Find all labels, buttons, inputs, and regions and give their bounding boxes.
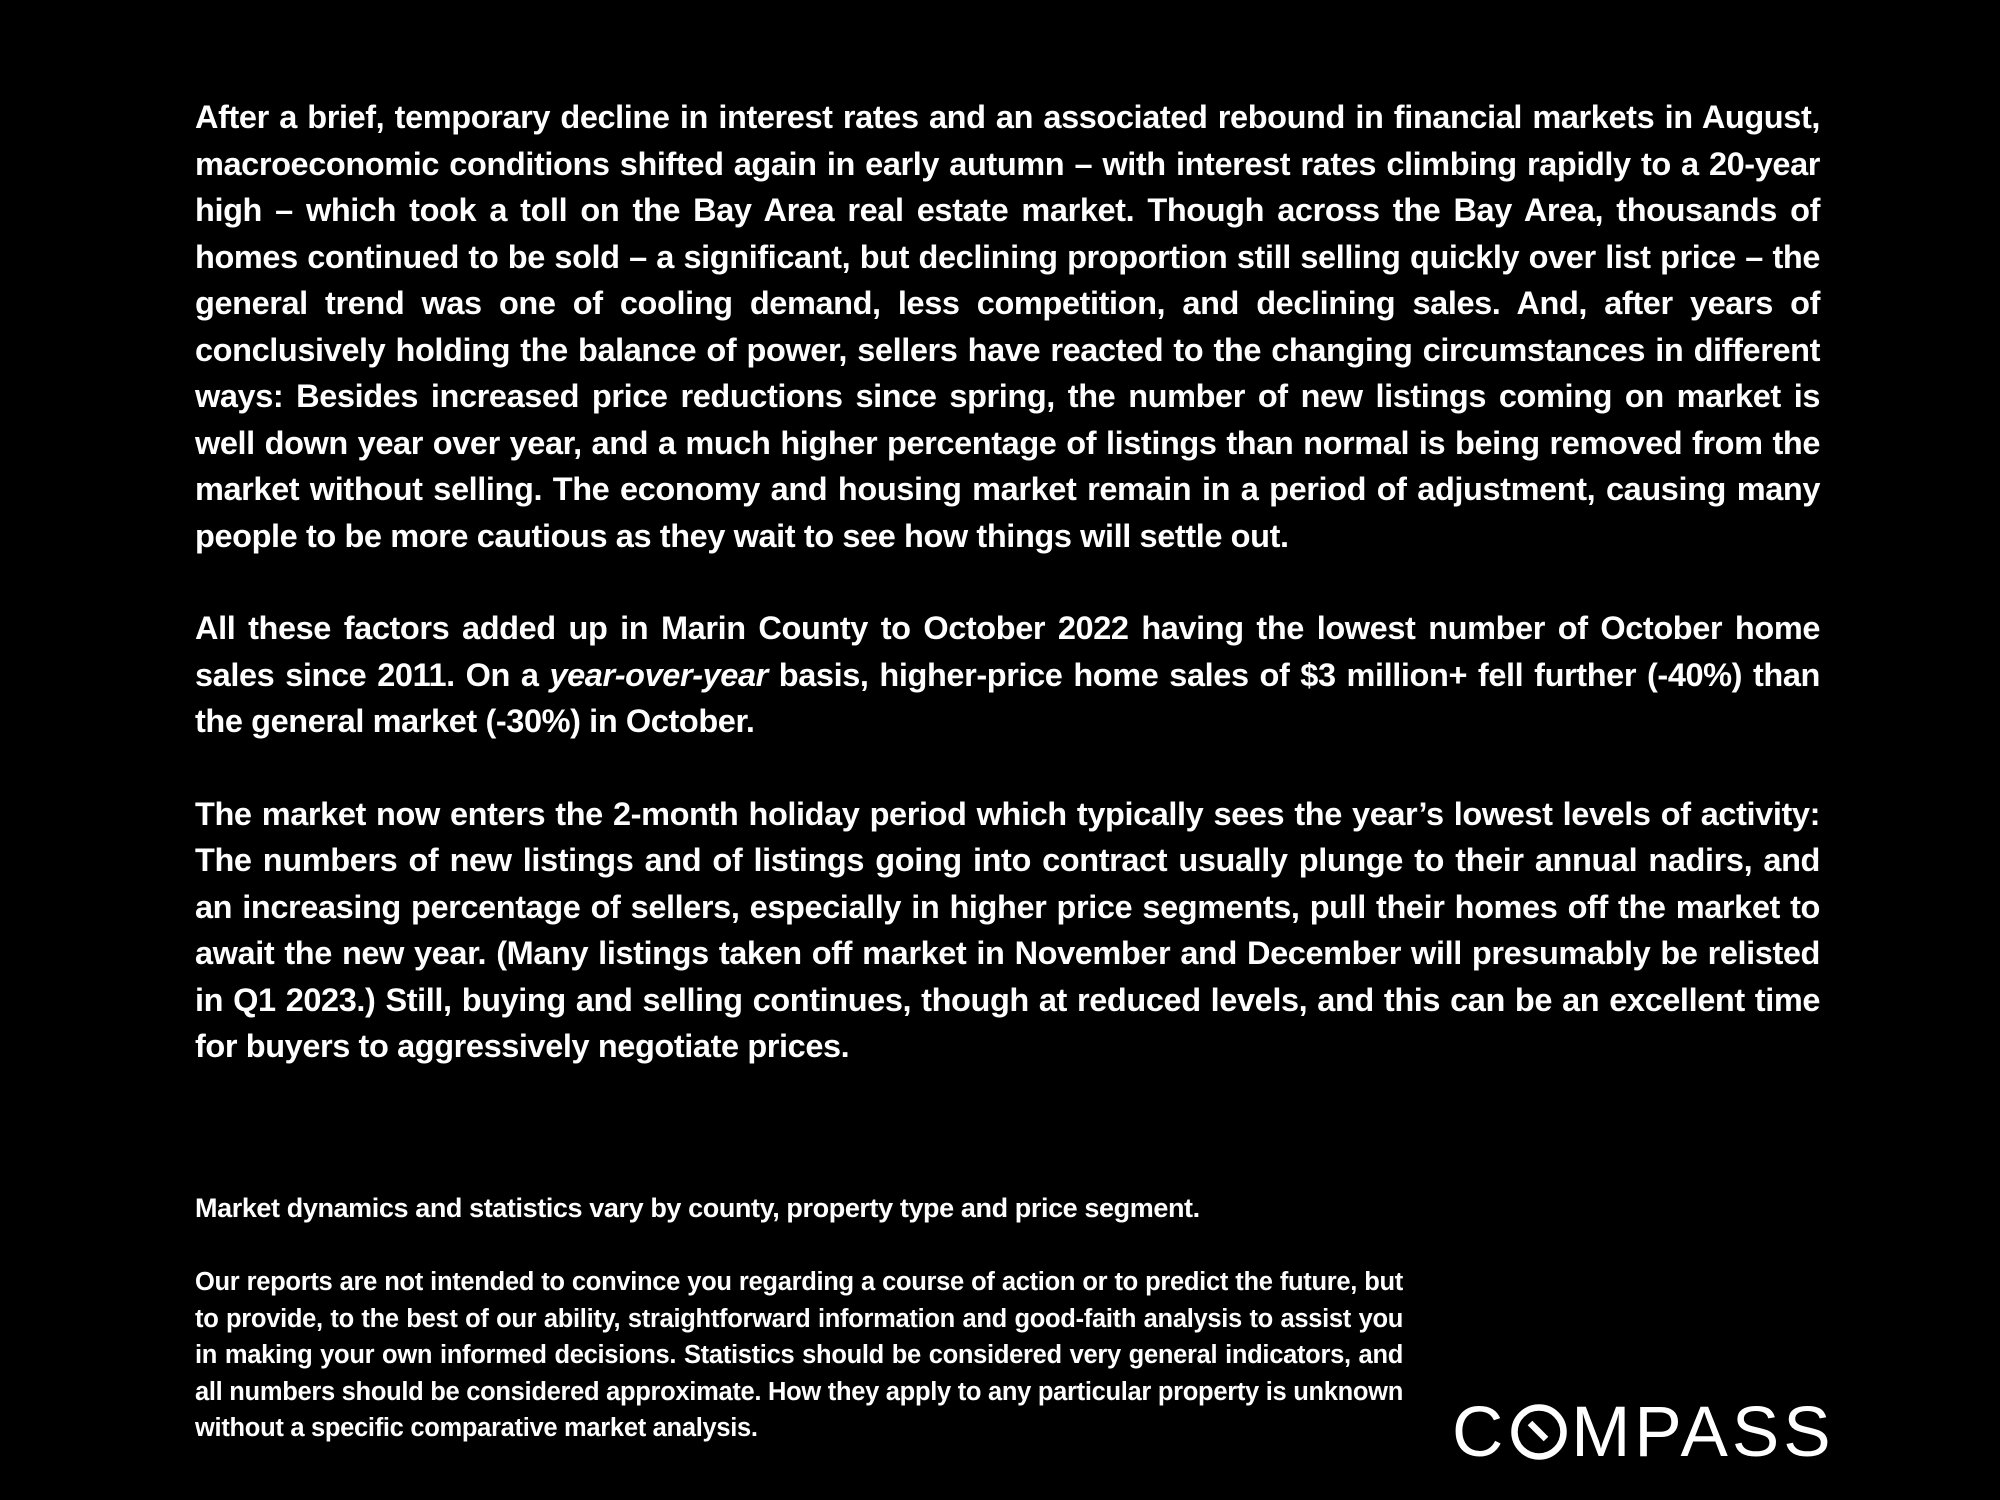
compass-o-icon	[1510, 1403, 1568, 1461]
paragraph-marin-sales-tail: basis, higher-price home sales of $3 million+ fell further (-40%) than the general market (-30%) in October.	[195, 656, 1820, 739]
paragraph-macro-conditions: After a brief, temporary decline in interest rates and an associated rebound in financial markets in August, macroeconomic conditions shifted again in early autumn – with interest rates climbing rapidly to a 20-year high – which took a toll on the Bay Area real estate market. Though across the Bay Area, thousands of homes continued to be sold – a significant, but declining proportion still selling quickly over list price – the general trend was one of cooling demand, less competition, and declining sales. And, after years of conclusively holding the balance of power, sellers have reacted to the changing circumstances in different ways: Besides increased price reductions since spring, the number of new listings coming on market is well down year over year, and a much higher percentage of listings than normal is being removed from the market without selling. The economy and housing market remain in a period of adjustment, causing many people to be more cautious as they wait to see how things will settle out.	[195, 99, 1820, 554]
paragraph-marin-sales-emphasis: year-over-year	[549, 656, 768, 693]
logo-letters-mpass: MPASS	[1571, 1392, 1835, 1472]
logo-letter-c: C	[1452, 1392, 1508, 1472]
variance-note: Market dynamics and statistics vary by county, property type and price segment.	[195, 1193, 1200, 1223]
market-commentary	[195, 94, 1820, 1116]
disclaimer: Our reports are not intended to convince you regarding a course of action or to predict the future, but to provide, to the best of our ability, straightforward information and good-faith analysis to assist you in making your own informed decisions. Statistics should be considered very general indicators, and all numbers should be considered approximate. How they apply to any particular property is unknown without a specific comparative market analysis.	[195, 1268, 1403, 1442]
paragraph-holiday-period: The market now enters the 2-month holiday period which typically sees the year’s lowest levels of activity: The numbers of new listings and of listings going into contract usually plunge to their annual nadirs, and an increasing percentage of sellers, especially in higher price segments, pull their homes off the market to await the new year. (Many listings taken off market in November and December will presumably be relisted in Q1 2023.) Still, buying and selling continues, though at reduced levels, and this can be an excellent time for buyers to aggressively negotiate prices.	[195, 795, 1820, 1064]
compass-logo	[1452, 1392, 1872, 1472]
paragraph-marin-sales	[195, 605, 1820, 745]
paragraph-marin-sales-lead: All these factors added up in Marin County to October 2022 having the lowest number of October home sales since 2011. On a	[195, 610, 1820, 693]
